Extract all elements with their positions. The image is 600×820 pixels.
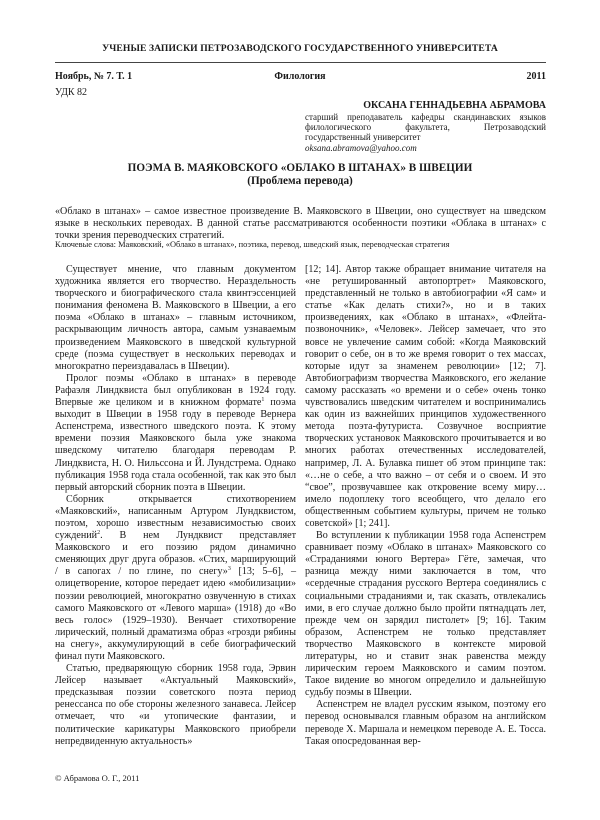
journal-title: УЧЕНЫЕ ЗАПИСКИ ПЕТРОЗАВОДСКОГО ГОСУДАРСТВЕННОГО УНИВЕРСИТЕТА bbox=[102, 43, 498, 54]
paragraph: Статью, предваряющую сборник 1958 года, Эрвин Лейсер называет «Актуальный Маяковский», предсказывая поэзии советского поэта период ренессанса по обе стороны железного занавеса. Лейсер отмечает, что «и утопические фантазии, и политические карикатуры Маяковского приобрели непредвиденную актуальность» bbox=[55, 663, 296, 747]
author-block bbox=[305, 100, 546, 153]
paragraph: Существует мнение, что главным документом художника является его творчество. Нераздельность творческого и биографического стала квинтэссенцией понимания феномена В. Маяковского в Швеции, а его поэма «Облако в штанах» – главным источником, раскрывающим личность автора, самым узнаваемым произведением Маяковского в шведской культурной среде (поэма существует в нескольких переводах и многократно переиздавалась в Швеции). bbox=[55, 264, 296, 372]
footnote-marker[interactable]: 3 bbox=[227, 566, 231, 573]
article-title-block bbox=[0, 162, 600, 187]
keywords: Ключевые слова: Маяковский, «Облако в штанах», поэтика, перевод, шведский язык, переводческая стратегия bbox=[55, 240, 450, 249]
paragraph bbox=[55, 494, 296, 663]
footnote-marker[interactable]: 1 bbox=[261, 397, 265, 404]
paragraph-text: [13; 5–6], – олицетворение, которое передает идею «мобилизации» поэзии революцией, многократно озвученную в стихах самого Маяковского от «Левого марша» (1918) до «Во весь голос» (1929–1930). Венчает стихотворение лирический, полный драматизма образ «грозди рябины на снегу», аккумулирующий в себе биографический финал пути Маяковского. bbox=[55, 566, 296, 662]
body-column-right bbox=[305, 264, 546, 748]
paragraph: Во вступлении к публикации 1958 года Аспенстрем сравнивает поэму «Облако в штанах» Маяковского со «Страданиями юного Вертера» Гёте, замечая, что разница между ними заключается в том, что «сердечные страдания русского Вертера соединялись с социальными страданиями и, так сказать, отвлекались ими, в его случае должно было пройти пятнадцать лет, прежде чем он зарядил пистолет» [9; 16]. Таким образом, Аспенстрем не только представляет творчество Маяковского в контексте мировой литературы, но и ставит знак равенства между лирическим героем Маяковского и самим поэтом. Такое видение во многом определило и дальнейшую судьбу поэмы в Швеции. bbox=[305, 530, 546, 699]
issue-info: Ноябрь, № 7. Т. 1 bbox=[55, 71, 133, 82]
paragraph bbox=[55, 373, 296, 494]
udk-code: УДК 82 bbox=[55, 87, 88, 98]
author-position: старший преподаватель кафедры скандинавских языков филологического факультета, Петрозаводский государственный университет bbox=[305, 112, 546, 143]
section-name: Филология bbox=[274, 71, 326, 82]
issue-year: 2011 bbox=[526, 71, 546, 82]
paragraph-text: . В нем Лундквист представляет Маяковского и его поэзию рядом динамично сменяющих друг друга образов. «Стих, марширующий / в сапогах / по глине, по снегу» bbox=[55, 530, 296, 578]
paragraph-text: Пролог поэмы «Облако в штанах» в переводе Рафаэля Линдквиста был опубликован в 1924 году. Впервые же целиком и в книжном формате bbox=[55, 372, 296, 409]
body-column-left bbox=[55, 264, 296, 748]
paragraph: [12; 14]. Автор также обращает внимание читателя на «не ретушированный автопортрет» Маяковского, представленный не только в автобиографии «Я сам» и статье «Как делать стихи?», но и в таких произведениях, как «Облако в штанах», «Флейта-позвоночник», «Человек». Лейсер замечает, что это вовсе не увлечение самим собой: «Когда Маяковский говорит о себе, он в то же время говорит о тех массах, которые идут за знаменем революции» [12; 7]. Автобиографизм творчества Маяковского, его желание самому рассказать «о времени и о себе» очень тонко чувствовались шведским читателем и воспринимались как один из важнейших принципов художественного метода поэта-футуриста. Созвучное восприятие творческих установок Маяковского прочитывается и во многих работах отечественных исследователей, например, Л. А. Булавка пишет об этом принципе так: «…не о себе, а что важно – от себя и о своем. И это “свое”, прозвучавшее как откровение всему миру… имело подоплеку того всеобщего, что делало его общественным событием культуры, причем не только советской» [1; 241]. bbox=[305, 264, 546, 529]
paragraph: Аспенстрем не владел русским языком, поэтому его перевод основывался главным образом на английском переводе Х. Маршала и немецком переводе А. Е. Тосса. Такая опосредованная вер- bbox=[305, 699, 546, 747]
paragraph-text: Сборник открывается стихотворением «Маяковский», написанным Артуром Лундквистом, поэтом, хорошо известным независимостью своих суждений bbox=[55, 493, 296, 542]
abstract: «Облако в штанах» – самое известное произведение В. Маяковского в Швеции, оно существует на шведском языке в нескольких переводах. В данной статье рассматриваются особенности поэтики «Облака в штанах» с точки зрения переводческих стратегий. bbox=[55, 206, 546, 241]
copyright-notice: © Абрамова О. Г., 2011 bbox=[55, 773, 140, 783]
footnote-marker[interactable]: 2 bbox=[97, 530, 101, 537]
article-title: ПОЭМА В. МАЯКОВСКОГО «ОБЛАКО В ШТАНАХ» В ШВЕЦИИ bbox=[127, 162, 473, 174]
article-subtitle: (Проблема перевода) bbox=[247, 174, 353, 187]
paragraph-text: поэма выходит в Швеции в 1958 году в переводе Вернера Аспенстрема, известного шведского поэта. К этому времени поэзия Маяковского была уже знакома шведскому читателю благодаря переводам Р. Линдквиста, Н. О. Нильссона и Й. Лундстрема. Однако публикация 1958 года стала особенной, так как это был первый авторский сборник поэта в Швеции. bbox=[55, 397, 296, 493]
header-divider bbox=[55, 62, 546, 63]
author-name: ОКСАНА ГЕННАДЬЕВНА АБРАМОВА bbox=[363, 100, 546, 111]
author-email[interactable]: oksana.abramova@yahoo.com bbox=[305, 142, 417, 153]
